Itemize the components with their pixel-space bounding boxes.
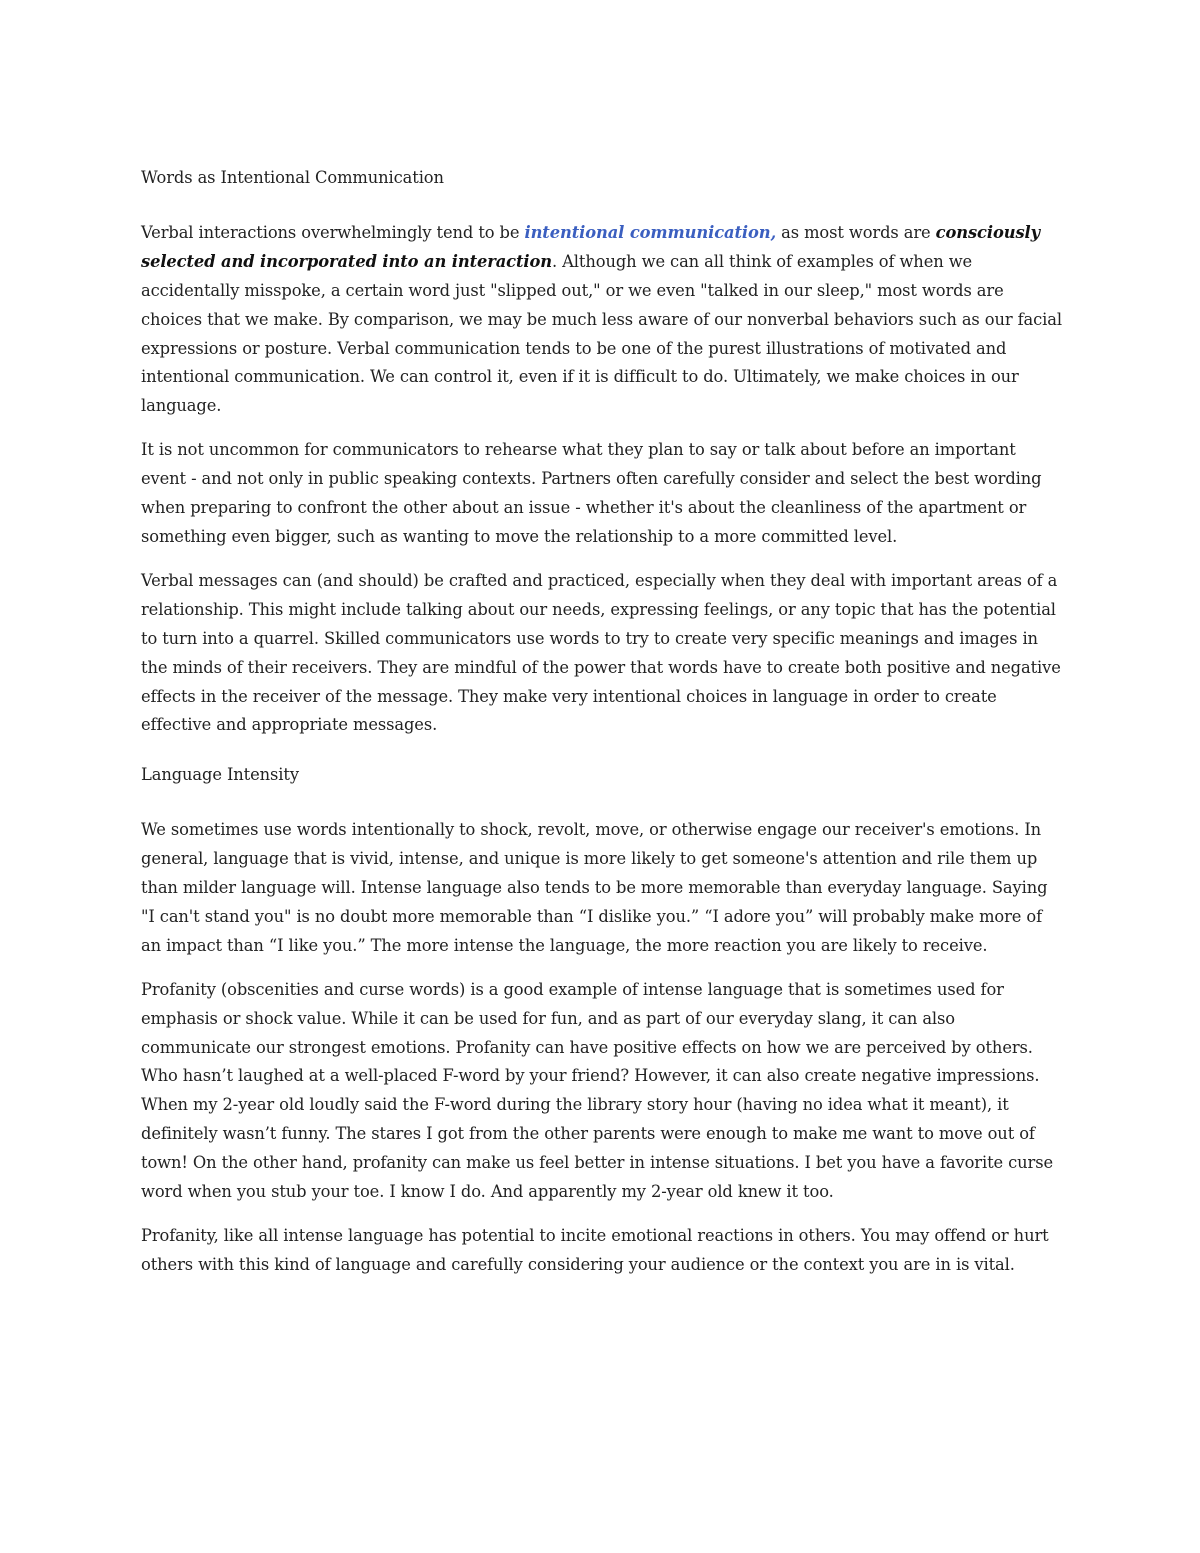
paragraph-shock-revolt: We sometimes use words intentionally to shock, revolt, move, or otherwise engage our receiver's emotions. In general, language that is vivid, intense, and unique is more likely to get someone's attention and rile them up than milder language will. Intense language also tends to be more memorable than everyday language. Saying "I can't stand you" is no doubt more memorable than “I dislike you.” “I adore you” will probably make more of an impact than “I like you.” The more intense the language, the more reaction you are likely to receive.: [141, 820, 1048, 955]
document-page: [141, 164, 1063, 1295]
paragraph-verbal-interactions: [141, 219, 1063, 421]
keyword-intentional-communication: intentional communication,: [524, 222, 777, 242]
paragraph-profanity-example: Profanity (obscenities and curse words) is a good example of intense language that is sometimes used for emphasis or shock value. While it can be used for fun, and as part of our everyday slang, it can also communicate our strongest emotions. Profanity can have positive effects on how we are perceived by others. Who hasn’t laughed at a well-placed F-word by your friend? However, it can also create negative impressions. When my 2-year old loudly said the F-word during the library story hour (having no idea what it meant), it definitely wasn’t funny. The stares I got from the other parents were enough to make me want to move out of town! On the other hand, profanity can make us feel better in intense situations. I bet you have a favorite curse word when you stub your toe. I know I do. And apparently my 2-year old knew it too.: [141, 979, 1054, 1202]
section-heading-language-intensity: Language Intensity: [141, 765, 299, 785]
paragraph-text: as most words are: [776, 222, 936, 242]
paragraph-text: . Although we can all think of examples of when we accidentally misspoke, a certain word just "slipped out," or we even "talked in our sleep," most words are choices that we make. By comparison, we may be much less aware of our nonverbal behaviors such as our facial expressions or posture. Verbal communication tends to be one of the purest illustrations of motivated and intentional communication. We can control it, even if it is difficult to do. Ultimately, we make choices in our language.: [141, 251, 1062, 416]
paragraph-verbal-messages: Verbal messages can (and should) be crafted and practiced, especially when they deal with important areas of a relationship. This might include talking about our needs, expressing feelings, or any topic that has the potential to turn into a quarrel. Skilled communicators use words to try to create very specific meanings and images in the minds of their receivers. They are mindful of the power that words have to create both positive and negative effects in the receiver of the message. They make very intentional choices in language in order to create effective and appropriate messages.: [141, 570, 1061, 735]
section-heading-words-as-intentional-communication: Words as Intentional Communication: [141, 168, 444, 187]
paragraph-rehearse: It is not uncommon for communicators to rehearse what they plan to say or talk about before an important event - and not only in public speaking contexts. Partners often carefully consider and select the best wording when preparing to confront the other about an issue - whether it's about the cleanliness of the apartment or something even bigger, such as wanting to move the relationship to a more committed level.: [141, 440, 1042, 546]
emphasis-consciously-selected: consciously selected and incorporated into an interaction: [141, 222, 1040, 271]
paragraph-profanity-reactions: Profanity, like all intense language has potential to incite emotional reactions in others. You may offend or hurt others with this kind of language and carefully considering your audience or the context you are in is vital.: [141, 1226, 1049, 1274]
paragraph-text: Verbal interactions overwhelmingly tend to be: [141, 222, 525, 242]
